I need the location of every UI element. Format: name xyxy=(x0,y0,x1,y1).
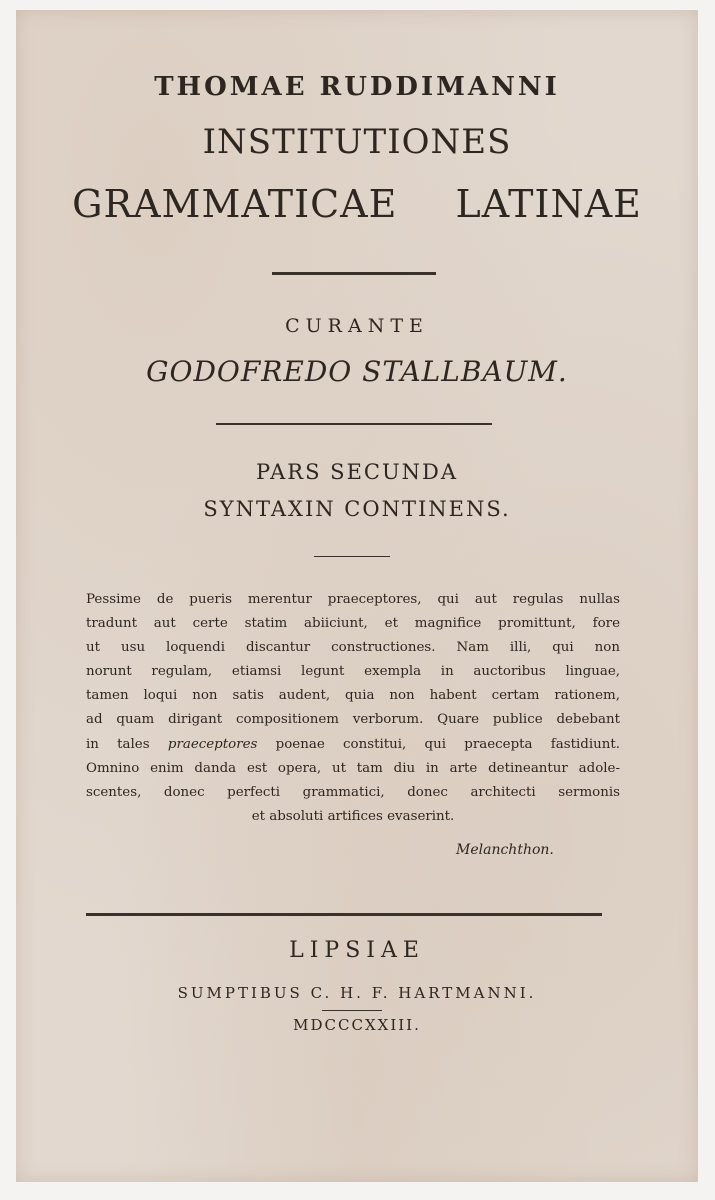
curante-label: CURANTE xyxy=(285,315,429,337)
quote-line: ut usu loquendi discantur constructiones. Nam illi, qui non xyxy=(86,640,620,656)
quote-line: Pessime de pueris merentur praeceptores, qui aut regulas nullas xyxy=(86,592,620,607)
quote-line: tamen loqui non satis audent, quia non habent certam rationem, xyxy=(86,688,620,704)
imprint-publisher: SUMPTIBUS C. H. F. HARTMANNI. xyxy=(177,984,537,1002)
imprint-place: LIPSIAE xyxy=(289,938,425,963)
quote-line: norunt regulam, etiamsi legunt exempla in auctoribus linguae, xyxy=(86,664,620,680)
divider-rule xyxy=(322,1010,382,1011)
quote-line: Omnino enim danda est opera, ut tam diu in arte detineantur adole- xyxy=(86,760,620,776)
epigraph-quote xyxy=(86,588,620,829)
divider-rule xyxy=(272,272,436,275)
quote-line: scentes, donec perfecti grammatici, donec architecti sermonis xyxy=(86,784,620,800)
divider-rule xyxy=(86,913,602,916)
part-line-1: PARS SECUNDA xyxy=(255,460,459,484)
part-line-2: SYNTAXIN CONTINENS. xyxy=(203,497,511,521)
quote-line: tradunt aut certe statim abiiciunt, et magnifice promittunt, fore xyxy=(86,616,620,632)
quote-line: ad quam dirigant compositionem verborum. Quare publice debebant xyxy=(86,712,620,728)
imprint-year: MDCCCXXIII. xyxy=(293,1016,421,1034)
quote-attribution: Melanchthon. xyxy=(456,842,554,858)
title-line-1: INSTITUTIONES xyxy=(202,122,512,162)
title-page-sheet xyxy=(16,10,698,1182)
quote-italic-word: praeceptores xyxy=(167,736,258,752)
divider-rule xyxy=(216,423,492,425)
author-name: THOMAE RUDDIMANNI xyxy=(154,72,560,102)
title-line-2: GRAMMATICAE LATINAE xyxy=(72,182,642,226)
divider-rule xyxy=(314,556,390,557)
quote-line xyxy=(86,733,620,757)
quote-line: et absoluti artifices evaserint. xyxy=(251,808,455,824)
quote-text: in tales xyxy=(86,736,150,752)
quote-text: poenae constitui, qui praecepta fastidiunt. xyxy=(275,736,620,752)
editor-name: GODOFREDO STALLBAUM. xyxy=(146,355,568,388)
